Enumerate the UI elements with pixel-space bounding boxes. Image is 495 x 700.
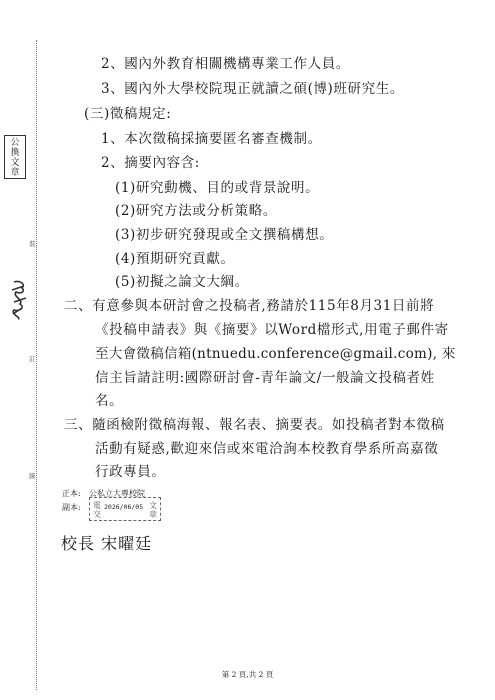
text-line: 3、國內外大學校院現正就讀之碩(博)班研究生。 [101, 81, 404, 97]
ink-stamp-mark [8, 280, 30, 320]
main-recipient-label: 正本: [62, 489, 81, 498]
text-line: 信主旨請註明:國際研討會-青年論文/一般論文投稿者姓 [95, 370, 435, 386]
main-recipient-value: 公私立大專校院 [89, 489, 145, 498]
text-line: 《投稿申請表》與《摘要》以Word檔形式,用電子郵件寄 [95, 322, 449, 338]
text-line: (3)初步研究發現或全文撰稿構想。 [115, 227, 334, 243]
binding-line [36, 40, 37, 690]
text-line: 名。 [95, 393, 124, 409]
seal-stamp: 公 換 文 章 [4, 135, 26, 179]
section-heading: (三)徵稿規定: [84, 106, 172, 122]
text-line: 行政專員。 [95, 464, 166, 480]
text-line: 三、隨函檢附徵稿海報、報名表、摘要表。如投稿者對本徵稿 [64, 417, 445, 433]
binding-mark-1: 裝 [29, 240, 36, 248]
text-line: 二、有意參與本研討會之投稿者,務請於115年8月31日前將 [64, 298, 435, 314]
text-line: 活動有疑惑,歡迎來信或來電洽詢本校教育學系所高嘉徵 [95, 441, 439, 457]
stamp-date: 2026/06/05 [104, 503, 144, 511]
binding-mark-3: 線 [29, 472, 36, 480]
page-number: 第 2 頁,共 2 頁 [221, 670, 274, 679]
text-line: (5)初擬之論文大綱。 [115, 274, 249, 290]
text-line: (1)研究動機、目的或背景說明。 [115, 180, 320, 196]
text-line: (2)研究方法或分析策略。 [115, 203, 277, 219]
text-line: 2、國內外教育相關機構專業工作人員。 [101, 56, 350, 72]
signature: 校長 宋曜廷 [61, 534, 153, 553]
text-line: 2、摘要內容含: [101, 155, 200, 171]
text-line: (4)預期研究貢獻。 [115, 251, 235, 267]
text-line: 至大會徵稿信箱(ntnuedu.conference@gmail.com), 來 [95, 346, 456, 362]
copy-stamp: 電 交 文 章 2026/06/05 [89, 497, 161, 521]
binding-mark-2: 訂 [29, 355, 36, 363]
copy-recipient-label: 副本: [62, 503, 81, 512]
text-line: 1、本次徵稿採摘要匿名審查機制。 [101, 131, 322, 147]
